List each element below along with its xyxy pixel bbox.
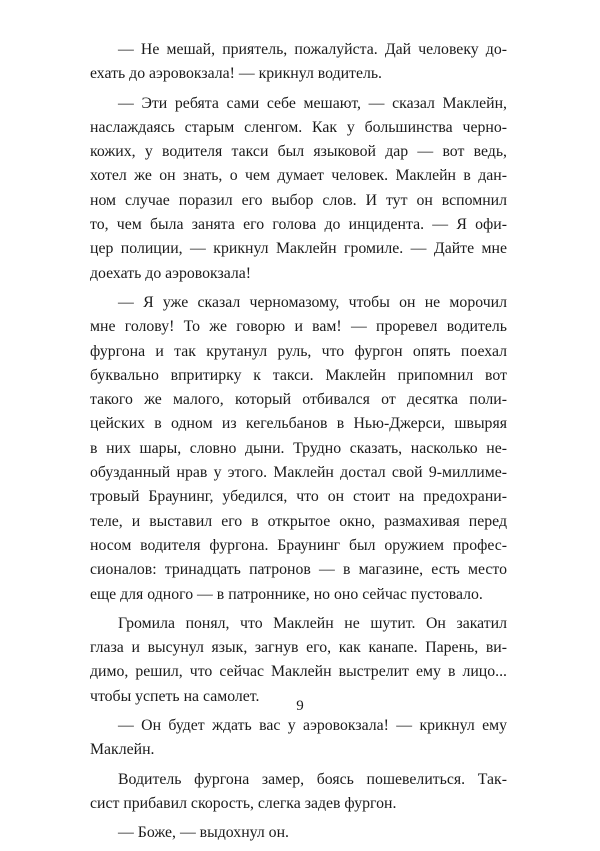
paragraph (90, 768, 507, 817)
text-line: глаза и высунул язык, загнув его, как канапе. Парень, ви- (90, 639, 507, 657)
text-line: буквально впритирку к такси. Маклейн припомнил вот (90, 366, 507, 384)
text-line: — Боже, — выдохнул он. (118, 824, 289, 842)
text-line: носом водителя фургона. Браунинг был оружием профес- (90, 536, 507, 554)
text-line: Громила понял, что Маклейн не шутит. Он закатил (118, 614, 507, 632)
text-line: обузданный нрав у этого. Маклейн достал свой 9-миллиме- (90, 464, 507, 482)
text-line: мне голову! То же говорю и вам! — проревел водитель (90, 318, 507, 336)
paragraph (90, 291, 507, 607)
paragraph (90, 714, 507, 763)
text-line: тровый Браунинг, убедился, что он стоит на предохрани- (90, 488, 507, 506)
text-line: наслаждаясь старым сленгом. Как у большинства черно- (90, 118, 507, 136)
text-line: в них шары, словно дыни. Трудно сказать, насколько не- (90, 439, 507, 457)
text-line: — Я уже сказал черномазому, чтобы он не морочил (118, 293, 507, 311)
text-line: сионалов: тринадцать патронов — в магазине, есть место (90, 561, 507, 579)
paragraph (90, 612, 507, 709)
text-line: цер полиции, — крикнул Маклейн громиле. — Дайте мне (90, 240, 507, 258)
text-line: чтобы успеть на самолет. (90, 687, 260, 705)
body-text (90, 38, 507, 851)
text-line: еще для одного — в патроннике, но оно сейчас пустовало. (90, 585, 483, 603)
text-line: доехать до аэровокзала! (90, 264, 252, 282)
text-line: ехать до аэровокзала! — крикнул водитель. (90, 65, 383, 83)
text-line: то, чем была занята его голова до инцидента. — Я офи- (90, 216, 507, 234)
text-line: — Не мешай, приятель, пожалуйста. Дай человеку до- (118, 41, 507, 58)
text-line: Водитель фургона замер, боясь пошевелиться. Так- (118, 770, 507, 788)
text-line: сист прибавил скорость, слегка задев фургон. (90, 794, 397, 812)
text-line: такого же малого, который отбивался от десятка поли- (90, 391, 507, 409)
text-line: кожих, у водителя такси был языковой дар — вот ведь, (90, 143, 507, 161)
paragraph (90, 92, 507, 286)
text-line: цейских в одном из кегельбанов в Нью-Джерси, швыряя (90, 415, 507, 433)
text-line: фургона и так крутанул руль, что фургон опять поехал (90, 342, 507, 360)
text-line: хотел же он знать, о чем думает человек. Маклейн в дан- (90, 167, 507, 185)
text-line: теле, и выставил его в открытое окно, размахивая перед (90, 512, 507, 530)
text-line: димо, решил, что сейчас Маклейн выстрелит ему в лицо... (90, 663, 507, 681)
text-line: Маклейн. (90, 741, 155, 759)
text-line: — Эти ребята сами себе мешают, — сказал Маклейн, (118, 94, 507, 112)
text-line: ном случае поразил его выбор слов. И тут он вспомнил (90, 191, 507, 209)
paragraph (90, 821, 507, 845)
text-line: — Он будет ждать вас у аэровокзала! — крикнул ему (118, 717, 507, 735)
paragraph (90, 38, 507, 87)
page-number: 9 (296, 698, 304, 714)
